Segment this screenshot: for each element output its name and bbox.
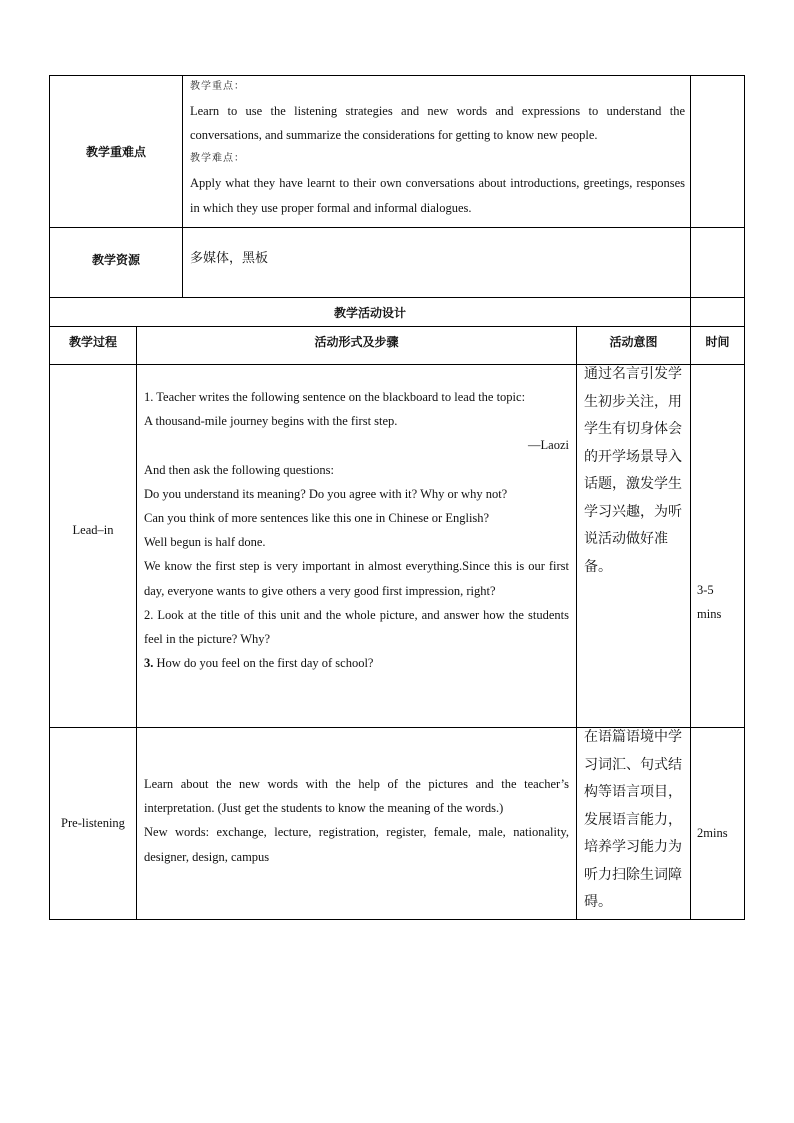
leadin-question-2: Can you think of more sentences like this one in Chinese or English? xyxy=(144,511,490,526)
leadin-intent: 通过名言引发学生初步关注，用学生有切身体会的开学场景导入话题，激发学生学习兴趣，为听说活动做好准备。 xyxy=(584,366,682,575)
divider xyxy=(136,326,137,920)
key-heading: 教学重点： xyxy=(190,81,245,92)
leadin-question-1: Do you understand its meaning? Do you agree with it? Why or why not? xyxy=(144,486,508,501)
key-text: Learn to use the listening strategies and new words and expressions to understand the conversations, and summarize the considerations for getting to know new people. xyxy=(190,104,685,143)
leadin-step-3-text: How do you feel on the first day of school? xyxy=(153,656,374,671)
prelistening-paragraph-1: Learn about the new words with the help of the pictures and the teacher’s interpretation. (Just get the students to know the meaning of the words.) xyxy=(144,777,569,816)
header-time: 时间 xyxy=(705,334,730,349)
stage-leadin: Lead–in xyxy=(72,522,114,537)
leadin-quote-author: —Laozi xyxy=(528,438,569,453)
prelistening-steps-cell xyxy=(144,772,569,869)
key-points-cell xyxy=(190,76,685,220)
divider xyxy=(690,75,691,364)
leadin-time: 3-5 mins xyxy=(697,583,722,621)
leadin-step-3 xyxy=(144,651,569,675)
header-intent: 活动意图 xyxy=(609,334,658,349)
key-points-label: 教学重难点 xyxy=(85,145,146,159)
divider xyxy=(576,326,577,920)
leadin-paragraph-1: We know the first step is very important in almost everything.Since this is our first day, everyone wants to give others a very good first impression, right? xyxy=(144,559,569,598)
leadin-step-3-number: 3. xyxy=(144,656,154,671)
leadin-steps-cell xyxy=(144,385,569,675)
leadin-ask-intro: And then ask the following questions: xyxy=(144,462,334,477)
leadin-quote: A thousand-mile journey begins with the first step. xyxy=(144,414,398,429)
stage-prelistening: Pre-listening xyxy=(61,816,125,830)
border-bottom xyxy=(49,919,745,920)
divider xyxy=(690,364,691,920)
leadin-step-1: 1. Teacher writes the following sentence on the blackboard to lead the topic: xyxy=(144,390,526,404)
header-steps: 活动形式及步骤 xyxy=(314,334,399,349)
header-process: 教学过程 xyxy=(68,334,117,349)
prelistening-new-words: New words: exchange, lecture, registration, register, female, male, nationality, designer, design, campus xyxy=(144,825,569,864)
leadin-step-2: 2. Look at the title of this unit and the whole picture, and answer how the students feel in the picture? Why? xyxy=(144,607,569,647)
difficulty-text: Apply what they have learnt to their own conversations about introductions, greetings, responses in which they use proper formal and informal dialogues. xyxy=(190,176,685,215)
border-right xyxy=(744,75,745,920)
prelistening-intent: 在语篇语境中学习词汇、句式结构等语言项目，发展语言能力，培养学习能力为听力扫除生词障碍。 xyxy=(584,729,682,910)
section-title: 教学活动设计 xyxy=(333,305,406,320)
resources-value: 多媒体，黑板 xyxy=(190,251,269,266)
resources-label: 教学资源 xyxy=(91,252,140,267)
leadin-proverb: Well begun is half done. xyxy=(144,535,266,550)
prelistening-time: 2mins xyxy=(697,826,728,840)
divider xyxy=(182,75,183,298)
difficulty-heading: 教学难点： xyxy=(190,153,245,165)
